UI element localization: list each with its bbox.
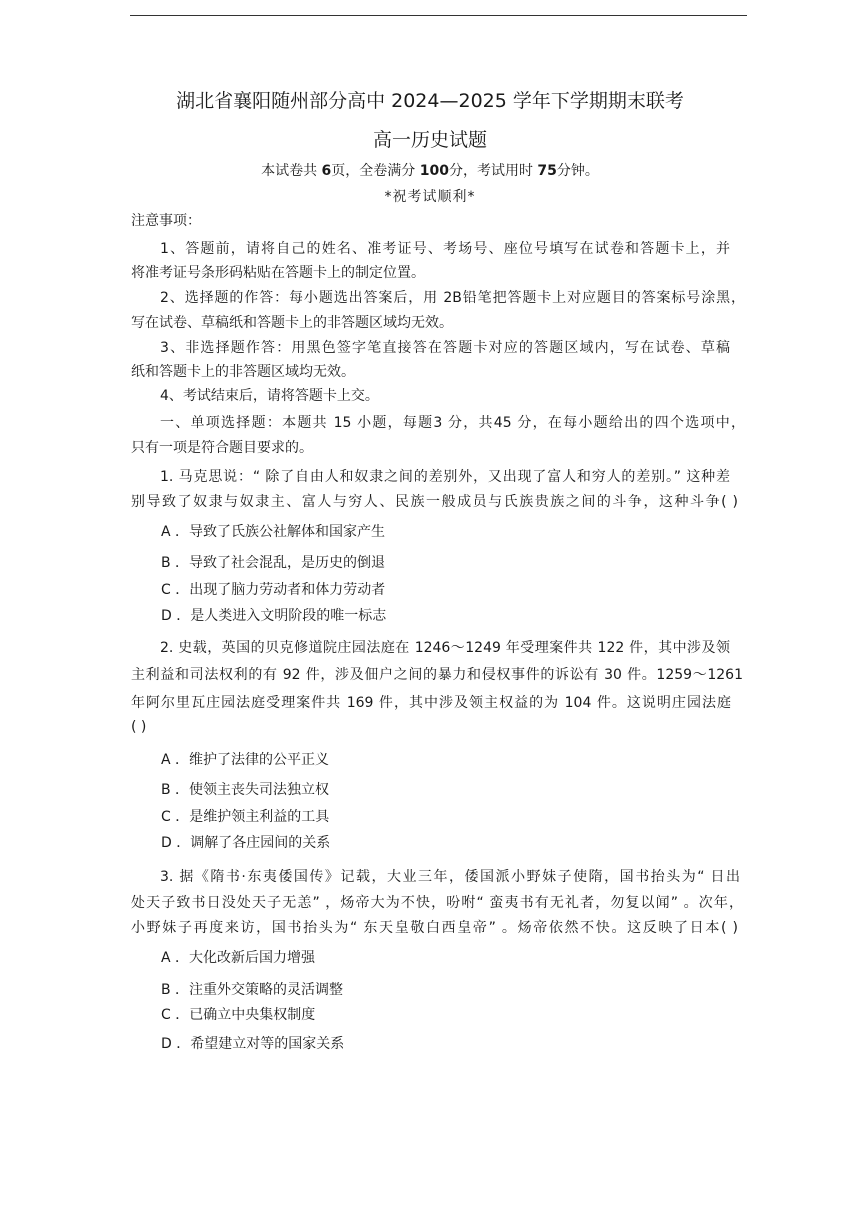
exam-subtitle: 高一历史试题 <box>372 129 487 151</box>
question-2-stem-line4: ( ) <box>131 719 147 735</box>
question-3-option-d[interactable]: D ．希望建立对等的国家关系 <box>161 1036 345 1052</box>
question-1-option-b[interactable]: B ．导致了社会混乱，是历史的倒退 <box>161 555 386 571</box>
question-2-option-a[interactable]: A ．维护了法律的公平正义 <box>161 752 330 768</box>
section-1-heading: 一、单项选择题：本题共 15 小题，每题3 分，共45 分，在每小题给出的四个选项中， <box>160 415 745 431</box>
question-1-stem-line2: 别导致了奴隶与奴隶主、富人与穷人、民族一般成员与氏族贵族之间的斗争，这种斗争( ) <box>131 494 738 510</box>
question-2-option-d[interactable]: D ．调解了各庄园间的关系 <box>161 835 331 851</box>
question-3-option-b[interactable]: B ．注重外交策略的灵活调整 <box>161 982 344 998</box>
question-3-stem-line2: 处天子致书日没处天子无恙” ，炀帝大为不快，吩咐“ 蛮夷书有无礼者，勿复以闻” 。次年， <box>131 895 743 911</box>
top-rule <box>130 15 747 16</box>
question-2-stem-line2: 主利益和司法权利的有 92 件，涉及佃户之间的暴力和侵权事件的诉讼有 30 件。1259～1261 <box>131 667 743 683</box>
notice-item-2-line2: 写在试卷、草稿纸和答题卡上的非答题区域均无效。 <box>131 315 453 331</box>
question-1-option-a[interactable]: A ．导致了氏族公社解体和国家产生 <box>161 524 386 540</box>
exam-title: 湖北省襄阳随州部分高中 2024—2025 学年下学期期末联考 <box>176 90 684 112</box>
question-2-option-b[interactable]: B ．使领主丧失司法独立权 <box>161 782 330 798</box>
notice-item-1-line2: 将准考证号条形码粘贴在答题卡上的制定位置。 <box>131 265 425 281</box>
question-1-option-c[interactable]: C ．出现了脑力劳动者和体力劳动者 <box>161 582 386 598</box>
question-1-option-d[interactable]: D ．是人类进入文明阶段的唯一标志 <box>161 608 387 624</box>
question-2-stem-line1: 2. 史载，英国的贝克修道院庄园法庭在 1246～1249 年受理案件共 122 件，其中涉及领 <box>160 640 730 656</box>
notice-item-1-line1: 1、答题前，请将自己的姓名、准考证号、考场号、座位号填写在试卷和答题卡上，并 <box>160 241 730 257</box>
question-2-option-c[interactable]: C ．是维护领主利益的工具 <box>161 809 330 825</box>
question-3-option-a[interactable]: A ．大化改新后国力增强 <box>161 950 316 966</box>
question-3-stem-line3: 小野妹子再度来访，国书抬头为“ 东天皇敬白西皇帝” 。炀帝依然不快。这反映了日本( ) <box>131 920 738 936</box>
question-2-stem-line3: 年阿尔里瓦庄园法庭受理案件共 169 件，其中涉及领主权益的为 104 件。这说明庄园法庭 <box>131 695 731 711</box>
question-3-stem-line1: 3. 据《隋书·东夷倭国传》记载，大业三年，倭国派小野妹子使隋，国书抬头为“ 日出 <box>160 869 740 885</box>
notice-item-2-line1: 2、选择题的作答：每小题选出答案后，用 2B铅笔把答题卡上对应题目的答案标号涂黑， <box>160 290 745 306</box>
notice-item-3-line1: 3、非选择题作答：用黑色签字笔直接答在答题卡对应的答题区域内，写在试卷、草稿 <box>160 340 730 356</box>
page-count: 6 <box>321 163 332 179</box>
notice-item-3-line2: 纸和答题卡上的非答题区域均无效。 <box>131 364 355 380</box>
exam-info: 本试卷共 6页，全卷满分 100分，考试用时 75分钟。 <box>261 163 599 179</box>
notice-item-4: 4、考试结束后，请将答题卡上交。 <box>160 388 379 404</box>
question-3-option-c[interactable]: C ．已确立中央集权制度 <box>161 1007 316 1023</box>
full-score: 100 <box>419 163 449 179</box>
notice-title: 注意事项： <box>131 213 201 229</box>
exam-duration: 75 <box>537 163 557 179</box>
good-luck-line: *祝考试顺利* <box>384 189 476 205</box>
section-1-heading-line2: 只有一项是符合题目要求的。 <box>131 440 313 456</box>
question-1-stem-line1: 1. 马克思说：“ 除了自由人和奴隶之间的差别外，又出现了富人和穷人的差别。” 这种差 <box>160 469 730 485</box>
